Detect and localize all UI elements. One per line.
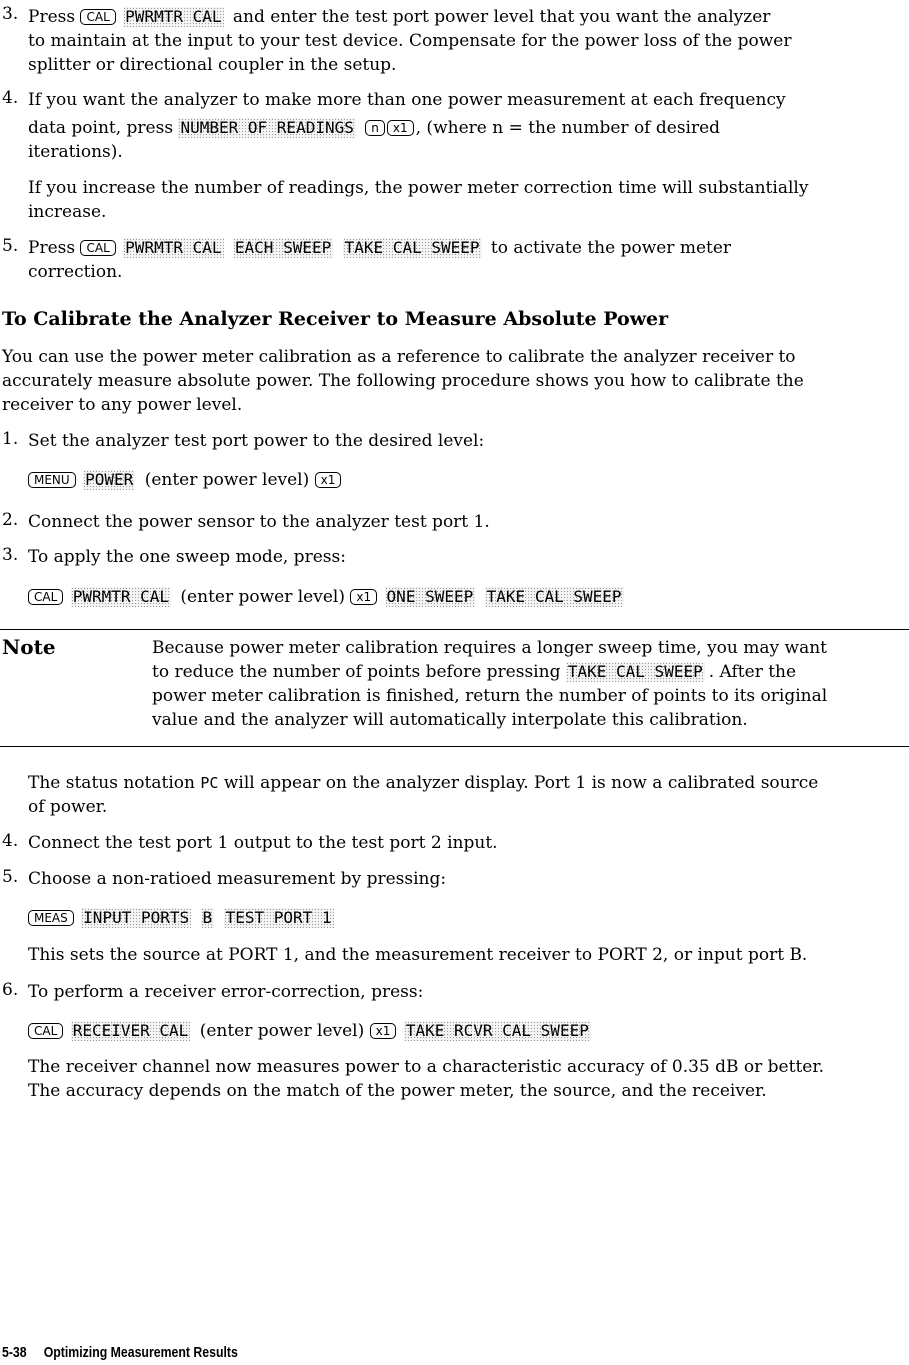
step-5-text: Choose a non-ratioed measurement by pressing: (28, 869, 447, 889)
intro-line-1: You can use the power meter calibration as a reference to calibrate the analyzer receiver to (2, 347, 796, 367)
step-number: 5. (2, 236, 19, 256)
cal-step-1-keys (28, 468, 898, 492)
step-5-after: This sets the source at PORT 1, and the measurement receiver to PORT 2, or input port B. (28, 945, 808, 965)
step-5-line-1 (28, 236, 898, 260)
text: The status notation (28, 773, 195, 793)
step-number: 3. (2, 545, 19, 565)
step-number: 4. (2, 831, 19, 851)
cal-key: CAL (80, 9, 115, 25)
status-line-2: of power. (28, 797, 108, 817)
note-bottom-rule (0, 746, 909, 747)
step-4-connect: Connect the test port 1 output to the test port 2 input. (28, 833, 498, 853)
intro-line-3: receiver to any power level. (2, 395, 243, 415)
x1-key: x1 (387, 120, 414, 136)
note-line-4: value and the analyzer will automatically interpolate this calibration. (152, 710, 748, 730)
step-3-line-2: to maintain at the input to your test device. Compensate for the power loss of the power (28, 31, 792, 51)
step-6-after-2: The accuracy depends on the match of the power meter, the source, and the receiver. (28, 1081, 767, 1101)
pc-notation: PC (200, 774, 219, 792)
step-number: 1. (2, 429, 19, 449)
take-rcvr-cal-sweep-softkey: TAKE RCVR CAL SWEEP (405, 1021, 589, 1040)
step-4-para-2a: If you increase the number of readings, the power meter correction time will substantially (28, 178, 809, 198)
cal-key: CAL (28, 589, 63, 605)
n-key: n (365, 120, 385, 136)
step-number: 4. (2, 88, 19, 108)
step-5-line-2: correction. (28, 262, 123, 282)
step-3-line-3: splitter or directional coupler in the setup. (28, 55, 397, 75)
menu-key: MENU (28, 472, 76, 488)
pwrmtr-cal-softkey: PWRMTR CAL (72, 587, 170, 606)
note-label: Note (2, 635, 56, 659)
take-cal-sweep-softkey: TAKE CAL SWEEP (344, 238, 480, 257)
step-4-para-2b: increase. (28, 202, 107, 222)
receiver-cal-softkey: RECEIVER CAL (72, 1021, 189, 1040)
step-6-after-1: The receiver channel now measures power to a characteristic accuracy of 0.35 dB or better. (28, 1057, 825, 1077)
cal-step-2-text: Connect the power sensor to the analyzer test port 1. (28, 512, 490, 532)
power-softkey: POWER (85, 470, 134, 489)
x1-key: x1 (315, 472, 342, 488)
page-footer: 5-38 Optimizing Measurement Results (2, 1344, 238, 1361)
pwrmtr-cal-softkey: PWRMTR CAL (125, 7, 222, 26)
cal-step-1-text: Set the analyzer test port power to the desired level: (28, 431, 485, 451)
number-of-readings-softkey: NUMBER OF READINGS (180, 118, 354, 137)
note-line-1: Because power meter calibration requires a longer sweep time, you may want (152, 638, 828, 658)
step-5-keys (28, 906, 898, 930)
pwrmtr-cal-softkey: PWRMTR CAL (125, 238, 222, 257)
intro-line-2: accurately measure absolute power. The following procedure shows you how to calibrate the (2, 371, 804, 391)
text: will appear on the analyzer display. Port 1 is now a calibrated source (223, 773, 819, 793)
cal-step-3-keys (28, 585, 898, 609)
meas-key: MEAS (28, 910, 74, 926)
text: , (where n = the number of desired (415, 118, 721, 138)
text: to activate the power meter (490, 238, 732, 258)
note-line-2 (152, 660, 897, 684)
step-number: 3. (2, 4, 19, 24)
test-port-1-softkey: TEST PORT 1 (225, 908, 332, 927)
note-top-rule (0, 629, 909, 630)
status-line-1 (28, 771, 898, 795)
text: . After the (708, 662, 797, 682)
text: and enter the test port power level that you want the analyzer (232, 7, 771, 27)
b-softkey: B (202, 908, 213, 927)
text: (enter power level) (144, 470, 310, 490)
each-sweep-softkey: EACH SWEEP (234, 238, 332, 257)
text: data point, press (28, 118, 174, 138)
text: (enter power level) (199, 1021, 365, 1041)
section-heading: To Calibrate the Analyzer Receiver to Measure Absolute Power (2, 308, 669, 330)
text: to reduce the number of points before pressing (152, 662, 561, 682)
step-6-text: To perform a receiver error-correction, press: (28, 982, 424, 1002)
take-cal-sweep-softkey: TAKE CAL SWEEP (567, 662, 703, 681)
one-sweep-softkey: ONE SWEEP (386, 587, 474, 606)
step-4-line-1: If you want the analyzer to make more than one power measurement at each frequency (28, 90, 786, 110)
text: (enter power level) (180, 587, 345, 607)
step-3-line-1 (28, 5, 898, 29)
cal-step-3-text: To apply the one sweep mode, press: (28, 547, 346, 567)
step-4-line-3: iterations). (28, 142, 123, 162)
step-6-keys (28, 1019, 898, 1043)
x1-key: x1 (350, 589, 377, 605)
input-ports-softkey: INPUT PORTS (83, 908, 190, 927)
step-number: 6. (2, 980, 19, 1000)
note-line-3: power meter calibration is finished, return the number of points to its original (152, 686, 828, 706)
x1-key: x1 (370, 1023, 397, 1039)
note-body (152, 636, 897, 732)
step-4-line-2 (28, 116, 898, 140)
step-number: 2. (2, 510, 19, 530)
cal-key: CAL (80, 240, 115, 256)
step-number: 5. (2, 867, 19, 887)
text: Press (28, 7, 76, 27)
cal-key: CAL (28, 1023, 63, 1039)
text: Press (28, 238, 76, 258)
take-cal-sweep-softkey: TAKE CAL SWEEP (486, 587, 622, 606)
